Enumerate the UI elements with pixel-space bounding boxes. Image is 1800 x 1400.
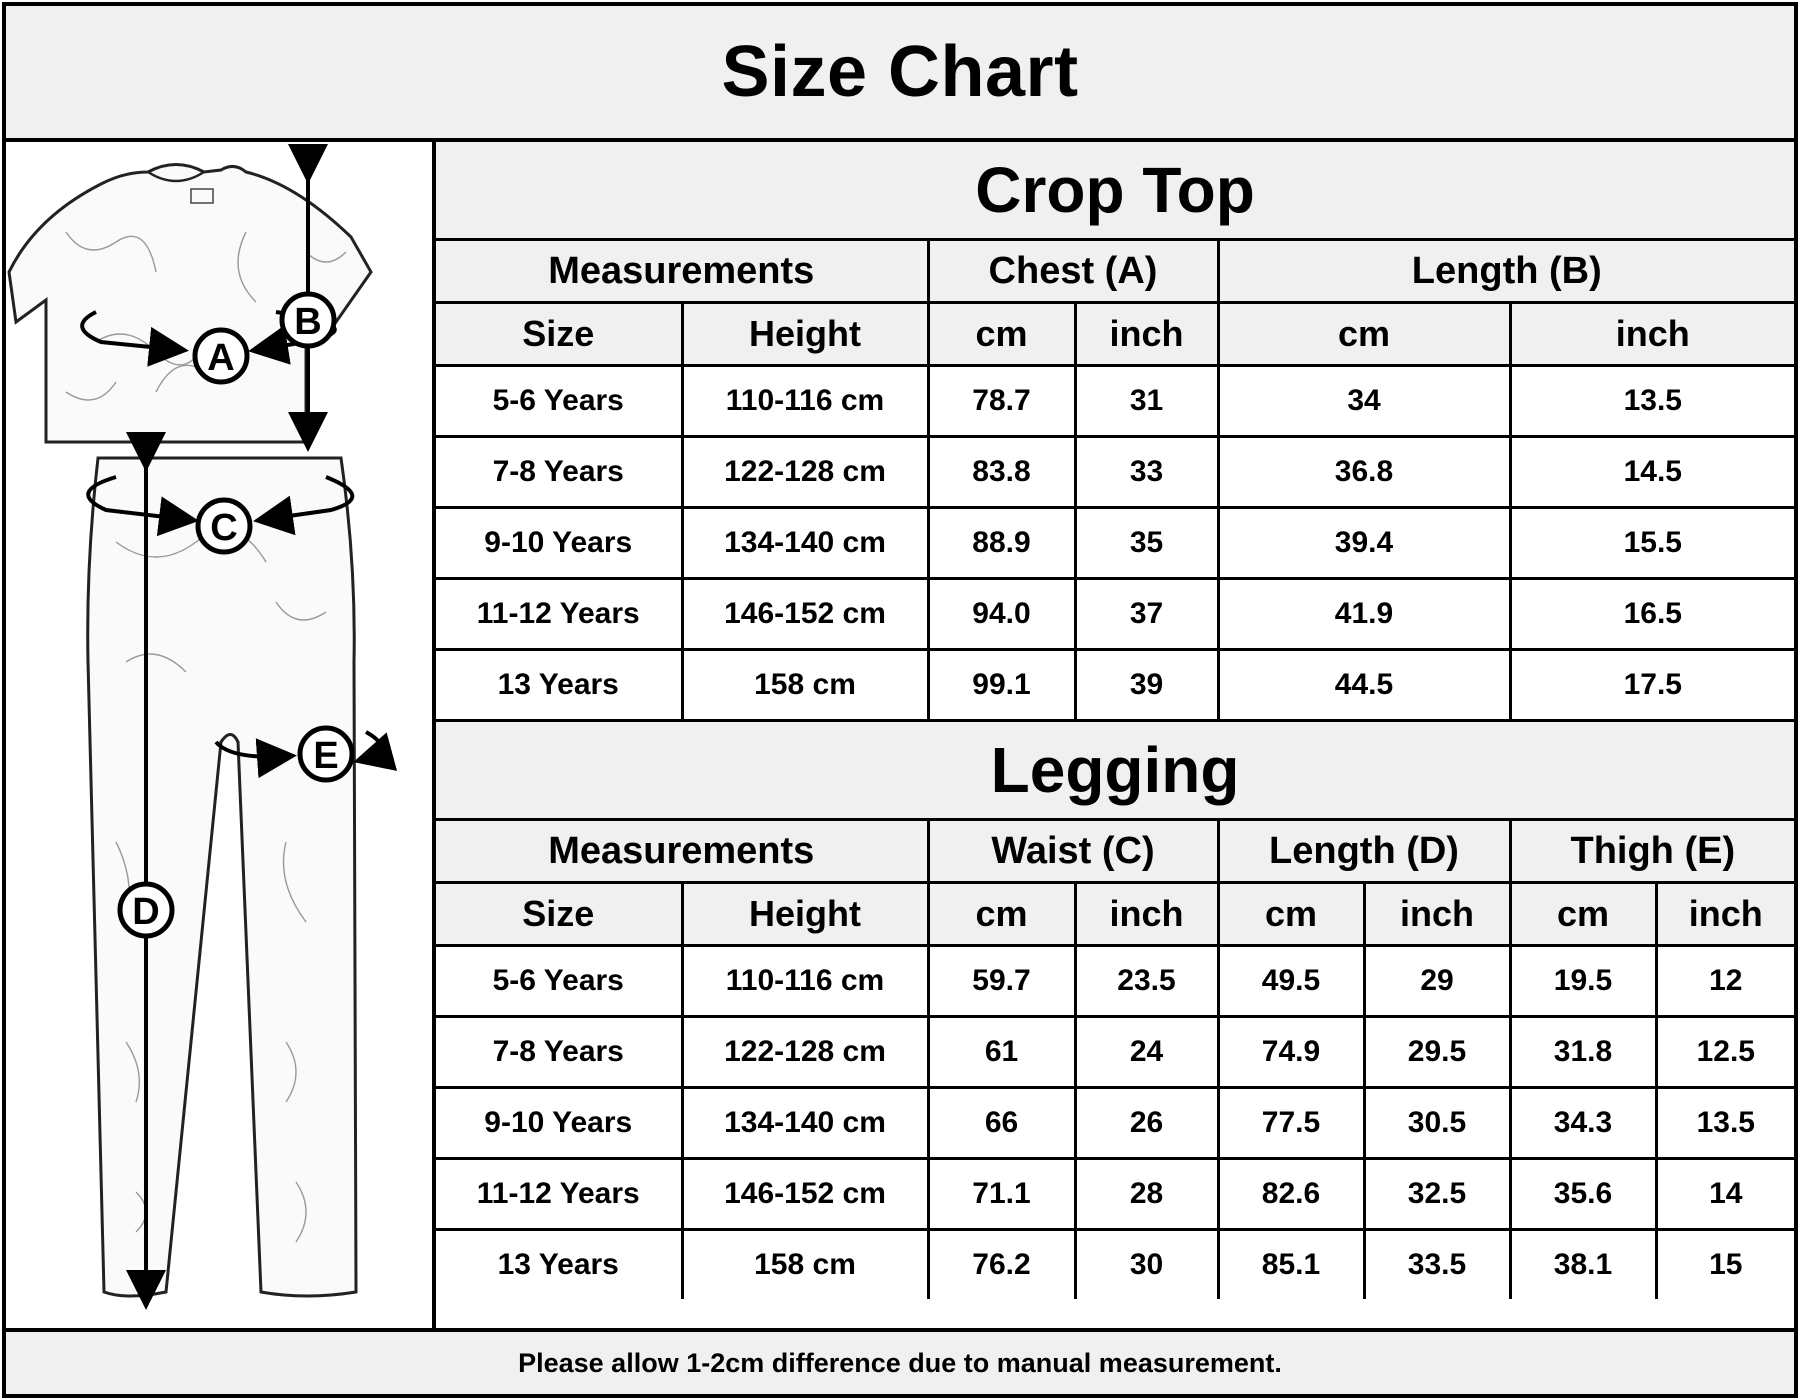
table-row (436, 579, 1794, 650)
length-inch-header: inch (1364, 883, 1510, 946)
length-cm-cell: 44.5 (1218, 650, 1510, 721)
footer-note-bar (6, 1328, 1794, 1394)
thigh-inch-cell: 15 (1656, 1230, 1794, 1300)
waist-inch-cell: 23.5 (1075, 946, 1218, 1017)
chest-inch-cell: 31 (1075, 366, 1218, 437)
length-inch-cell: 14.5 (1510, 437, 1794, 508)
legging-measurements-header: Measurements (436, 820, 928, 883)
chest-inch-cell: 35 (1075, 508, 1218, 579)
length-inch-cell: 29.5 (1364, 1017, 1510, 1088)
crop-top-table (436, 142, 1794, 722)
garment-illustration (6, 142, 436, 1336)
thigh-cm-cell: 38.1 (1510, 1230, 1656, 1300)
height-cell: 110-116 cm (682, 946, 928, 1017)
chest-cm-header: cm (928, 303, 1075, 366)
size-cell: 13 Years (436, 1230, 682, 1300)
chest-header: Chest (A) (928, 240, 1218, 303)
thigh-cm-cell: 35.6 (1510, 1159, 1656, 1230)
footer-note: Please allow 1-2cm difference due to manual measurement. (518, 1347, 1282, 1378)
size-cell: 5-6 Years (436, 366, 682, 437)
waist-inch-header: inch (1075, 883, 1218, 946)
marker-d: D (132, 891, 160, 933)
length-inch-cell: 29 (1364, 946, 1510, 1017)
marker-e: E (313, 735, 339, 777)
length-inch-cell: 13.5 (1510, 366, 1794, 437)
length-cm-cell: 36.8 (1218, 437, 1510, 508)
chest-inch-cell: 33 (1075, 437, 1218, 508)
crop-top-title: Crop Top (436, 142, 1794, 240)
length-b-header: Length (B) (1218, 240, 1794, 303)
waist-cm-cell: 61 (928, 1017, 1075, 1088)
size-cell: 5-6 Years (436, 946, 682, 1017)
height-cell: 146-152 cm (682, 1159, 928, 1230)
table-row (436, 1230, 1794, 1300)
length-inch-cell: 30.5 (1364, 1088, 1510, 1159)
size-cell: 7-8 Years (436, 437, 682, 508)
thigh-inch-cell: 12.5 (1656, 1017, 1794, 1088)
length-cm-cell: 41.9 (1218, 579, 1510, 650)
table-row (436, 946, 1794, 1017)
waist-inch-cell: 24 (1075, 1017, 1218, 1088)
table-row (436, 508, 1794, 579)
table-row (436, 1159, 1794, 1230)
size-tables (436, 142, 1794, 1336)
waist-cm-cell: 66 (928, 1088, 1075, 1159)
length-inch-cell: 16.5 (1510, 579, 1794, 650)
length-d-header: Length (D) (1218, 820, 1510, 883)
waist-header: Waist (C) (928, 820, 1218, 883)
height-cell: 146-152 cm (682, 579, 928, 650)
chest-inch-cell: 37 (1075, 579, 1218, 650)
height-cell: 134-140 cm (682, 508, 928, 579)
waist-inch-cell: 30 (1075, 1230, 1218, 1300)
chest-cm-cell: 99.1 (928, 650, 1075, 721)
thigh-cm-cell: 31.8 (1510, 1017, 1656, 1088)
length-cm-header: cm (1218, 883, 1364, 946)
waist-cm-cell: 71.1 (928, 1159, 1075, 1230)
size-chart-frame (2, 2, 1798, 1398)
thigh-inch-cell: 14 (1656, 1159, 1794, 1230)
chest-cm-cell: 88.9 (928, 508, 1075, 579)
height-cell: 110-116 cm (682, 366, 928, 437)
title-banner (6, 6, 1794, 142)
legging-table (436, 722, 1794, 1299)
length-cm-cell: 77.5 (1218, 1088, 1364, 1159)
size-cell: 7-8 Years (436, 1017, 682, 1088)
thigh-cm-cell: 19.5 (1510, 946, 1656, 1017)
chest-cm-cell: 94.0 (928, 579, 1075, 650)
table-row (436, 1088, 1794, 1159)
length-cm-cell: 39.4 (1218, 508, 1510, 579)
size-cell: 9-10 Years (436, 508, 682, 579)
chest-cm-cell: 78.7 (928, 366, 1075, 437)
waist-inch-cell: 28 (1075, 1159, 1218, 1230)
size-header: Size (436, 883, 682, 946)
length-cm-cell: 74.9 (1218, 1017, 1364, 1088)
height-header: Height (682, 883, 928, 946)
height-cell: 158 cm (682, 650, 928, 721)
length-inch-cell: 17.5 (1510, 650, 1794, 721)
chest-inch-header: inch (1075, 303, 1218, 366)
table-row (436, 1017, 1794, 1088)
height-header: Height (682, 303, 928, 366)
size-cell: 11-12 Years (436, 1159, 682, 1230)
garment-diagram (6, 142, 432, 1336)
legging-title: Legging (436, 722, 1794, 820)
length-inch-cell: 33.5 (1364, 1230, 1510, 1300)
marker-c: C (210, 507, 238, 549)
waist-cm-cell: 59.7 (928, 946, 1075, 1017)
waist-inch-cell: 26 (1075, 1088, 1218, 1159)
thigh-inch-header: inch (1656, 883, 1794, 946)
table-row (436, 366, 1794, 437)
length-cm-cell: 85.1 (1218, 1230, 1364, 1300)
size-cell: 13 Years (436, 650, 682, 721)
length-cm-cell: 82.6 (1218, 1159, 1364, 1230)
page-title: Size Chart (721, 32, 1079, 112)
height-cell: 134-140 cm (682, 1088, 928, 1159)
thigh-header: Thigh (E) (1510, 820, 1794, 883)
chest-inch-cell: 39 (1075, 650, 1218, 721)
length-inch-header: inch (1510, 303, 1794, 366)
height-cell: 122-128 cm (682, 1017, 928, 1088)
height-cell: 122-128 cm (682, 437, 928, 508)
thigh-cm-cell: 34.3 (1510, 1088, 1656, 1159)
table-row (436, 437, 1794, 508)
waist-cm-header: cm (928, 883, 1075, 946)
thigh-inch-cell: 12 (1656, 946, 1794, 1017)
size-header: Size (436, 303, 682, 366)
marker-b: B (294, 301, 322, 343)
length-cm-header: cm (1218, 303, 1510, 366)
chest-cm-cell: 83.8 (928, 437, 1075, 508)
length-inch-cell: 15.5 (1510, 508, 1794, 579)
length-cm-cell: 49.5 (1218, 946, 1364, 1017)
table-row (436, 650, 1794, 721)
marker-a: A (207, 337, 235, 379)
thigh-inch-cell: 13.5 (1656, 1088, 1794, 1159)
height-cell: 158 cm (682, 1230, 928, 1300)
length-cm-cell: 34 (1218, 366, 1510, 437)
waist-cm-cell: 76.2 (928, 1230, 1075, 1300)
thigh-cm-header: cm (1510, 883, 1656, 946)
length-inch-cell: 32.5 (1364, 1159, 1510, 1230)
crop-top-measurements-header: Measurements (436, 240, 928, 303)
size-cell: 9-10 Years (436, 1088, 682, 1159)
size-cell: 11-12 Years (436, 579, 682, 650)
